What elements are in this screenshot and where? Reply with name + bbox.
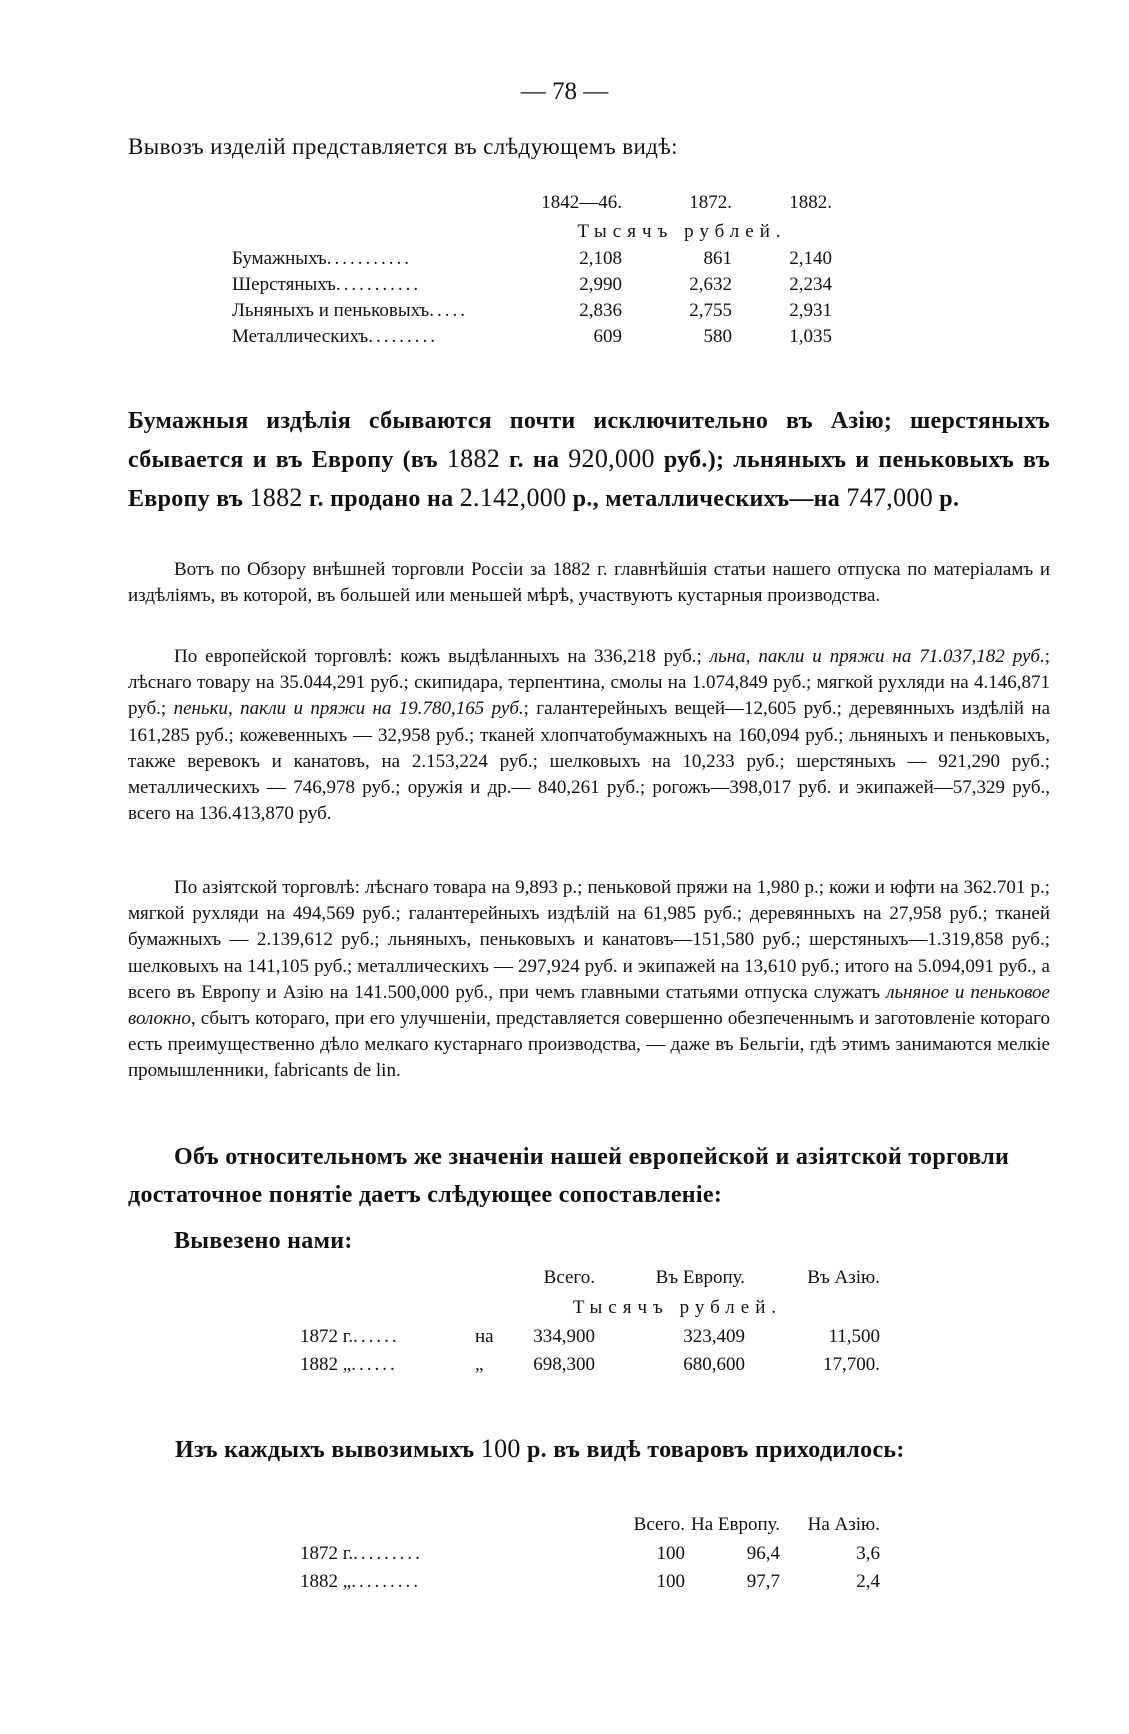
column-header: Въ Европу. — [655, 1267, 745, 1288]
table-cell: 2,755 — [689, 300, 732, 321]
table-cell: 861 — [703, 248, 732, 269]
table-cell: 3,6 — [856, 1543, 880, 1564]
table-cell: 96,4 — [746, 1543, 780, 1564]
column-header: На Европу. — [691, 1514, 780, 1535]
row-label: 1882 „ — [300, 1571, 352, 1592]
table-cell: 1,035 — [789, 326, 832, 347]
leader-dots: ........... — [335, 274, 422, 295]
exports-by-product-table — [232, 188, 832, 350]
table-cell: 2,632 — [689, 274, 732, 295]
table-cell: 100 — [656, 1543, 685, 1564]
page-number: — 78 — — [520, 78, 609, 105]
row-label: Бумажныхъ — [232, 248, 327, 269]
exported-heading: Вывезено нами: — [174, 1228, 353, 1254]
paragraph-comparison-intro: Объ относительномъ же значеніи нашей европейской и азіятской торговли достаточное понятіе даетъ слѣдующее сопоставленіе: — [128, 1144, 1010, 1208]
share-per-hundred-table — [300, 1510, 880, 1596]
row-label: 1882 „ — [300, 1354, 352, 1375]
table-row — [300, 1351, 880, 1379]
row-label: 1872 г. — [300, 1326, 354, 1347]
row-label: Шерстяныхъ — [232, 274, 336, 295]
table-cell: 698,300 — [533, 1354, 595, 1375]
paragraph-per-hundred: Изъ каждыхъ вывозимыхъ 100 р. въ видѣ товаровъ приходилось: — [175, 1434, 905, 1463]
table-header-row — [300, 1263, 880, 1293]
paragraph-trade-review: Вотъ по Обзору внѣшней торговли Россіи за 1882 г. главнѣйшія статьи нашего отпуска по матеріаламъ и издѣліямъ, въ которой, въ большей или меньшей мѣрѣ, участвуютъ кустарныя производства. — [128, 559, 1050, 607]
table-cell: 11,500 — [828, 1326, 880, 1347]
leader-dots: ......... — [368, 326, 438, 347]
table-row — [232, 324, 832, 350]
table-row — [300, 1568, 880, 1596]
table-cell: 2,836 — [579, 300, 622, 321]
table-row — [232, 246, 832, 272]
unit-label: Тысячъ рублей. — [577, 221, 787, 242]
table-row — [232, 298, 832, 324]
table-row — [300, 1323, 880, 1351]
table-row — [300, 1540, 880, 1568]
leader-dots: ......... — [353, 1543, 423, 1564]
unit-label: Тысячъ рублей. — [572, 1297, 783, 1318]
table-cell: 2,140 — [789, 248, 832, 269]
column-header: Въ Азію. — [807, 1267, 880, 1288]
exports-by-region-table — [300, 1263, 880, 1379]
column-header: Всего. — [543, 1267, 595, 1288]
table-cell: 334,900 — [533, 1326, 595, 1347]
table-cell: 2,108 — [579, 248, 622, 269]
paragraph-european-trade: По европейской торговлѣ: кожъ выдѣланныхъ на 336,218 руб.; льна, пакли и пряжи на 71.037,182 руб.; лѣснаго товару на 35.044,291 руб.; скипидара, терпентина, смолы на 1.074,849 руб.; мягкой рухляди на 4.146,871 руб.; пеньки, пакли и пряжи на 19.780,165 руб.; галантерейныхъ вещей—12,605 руб.; деревянныхъ издѣлій на 161,285 руб.; кожевенныхъ — 32,958 руб.; тканей хлопчатобумажныхъ на 160,094 руб.; льняныхъ и пеньковыхъ, также веревокъ и канатовъ, на 2.153,224 руб.; шелковыхъ на 10,233 руб.; шерстяныхъ — 921,290 руб.; металлическихъ — 746,978 руб.; оружія и др.— 840,261 руб.; рогожъ—398,017 руб. и экипажей—57,329 руб., всего на 136.413,870 руб. — [128, 646, 1050, 825]
table-row — [232, 272, 832, 298]
table-cell: 580 — [703, 326, 732, 347]
table-cell: 680,600 — [683, 1354, 745, 1375]
row-prefix: на — [475, 1326, 494, 1347]
paragraph-products-markets: Бумажныя издѣлія сбываются почти исключительно въ Азію; шерстяныхъ сбывается и въ Европу (въ 1882 г. на 920,000 руб.); льняныхъ и пеньковыхъ въ Европу въ 1882 г. продано на 2.142,000 р., металлическихъ—на 747,000 р. — [128, 408, 1051, 512]
table-cell: 2,4 — [856, 1571, 880, 1592]
table-cell: 2,234 — [789, 274, 832, 295]
row-label: 1872 г. — [300, 1543, 354, 1564]
column-header: Всего. — [633, 1514, 685, 1535]
leader-dots: ...... — [351, 1354, 398, 1375]
table-cell: 2,931 — [789, 300, 832, 321]
table-cell: 323,409 — [683, 1326, 745, 1347]
column-header: 1882. — [789, 192, 832, 213]
table-cell: 17,700. — [823, 1354, 880, 1375]
row-label: Металлическихъ — [232, 326, 369, 347]
table-cell: 609 — [593, 326, 622, 347]
leader-dots: ......... — [351, 1571, 421, 1592]
row-prefix: „ — [475, 1354, 484, 1375]
table-cell: 100 — [656, 1571, 685, 1592]
paragraph-asian-trade: По азіятской торговлѣ: лѣснаго товара на 9,893 р.; пеньковой пряжи на 1,980 р.; кожи и юфти на 362.701 р.; мягкой рухляди на 494,569 руб.; галантерейныхъ издѣлій на 61,985 руб.; деревянныхъ на 27,958 руб.; тканей бумажныхъ — 2.139,612 руб.; льняныхъ, пеньковыхъ и канатовъ—151,580 руб.; шерстяныхъ—1.319,858 руб.; шелковыхъ на 141,105 руб.; металлическихъ — 297,924 руб. и экипажей на 13,610 руб.; итого на 5.094,091 руб., а всего въ Европу и Азію на 141.500,000 руб., при чемъ главными статьями отпуска служатъ льняное и пеньковое волокно, сбытъ котораго, при его улучшеніи, представляется совершенно обезпеченнымъ и заготовленіе котораго есть преимущественно дѣло мелкаго кустарнаго производства, — даже въ Бельгіи, гдѣ этимъ занимаются мелкіе промышленники, fabricants de lin. — [128, 877, 1050, 1082]
leader-dots: ........... — [326, 248, 412, 269]
column-header: 1842—46. — [541, 192, 622, 213]
table-cell: 97,7 — [746, 1571, 780, 1592]
leader-dots: ...... — [353, 1326, 400, 1347]
column-header: На Азію. — [807, 1514, 880, 1535]
table-header-row — [232, 188, 832, 218]
row-label: Льняныхъ и пеньковыхъ — [232, 300, 430, 321]
table-header-row — [300, 1510, 880, 1540]
column-header: 1872. — [689, 192, 732, 213]
leader-dots: ..... — [429, 300, 468, 321]
intro-line: Вывозъ изделій представляется въ слѣдующемъ видѣ: — [128, 134, 678, 159]
table-cell: 2,990 — [579, 274, 622, 295]
